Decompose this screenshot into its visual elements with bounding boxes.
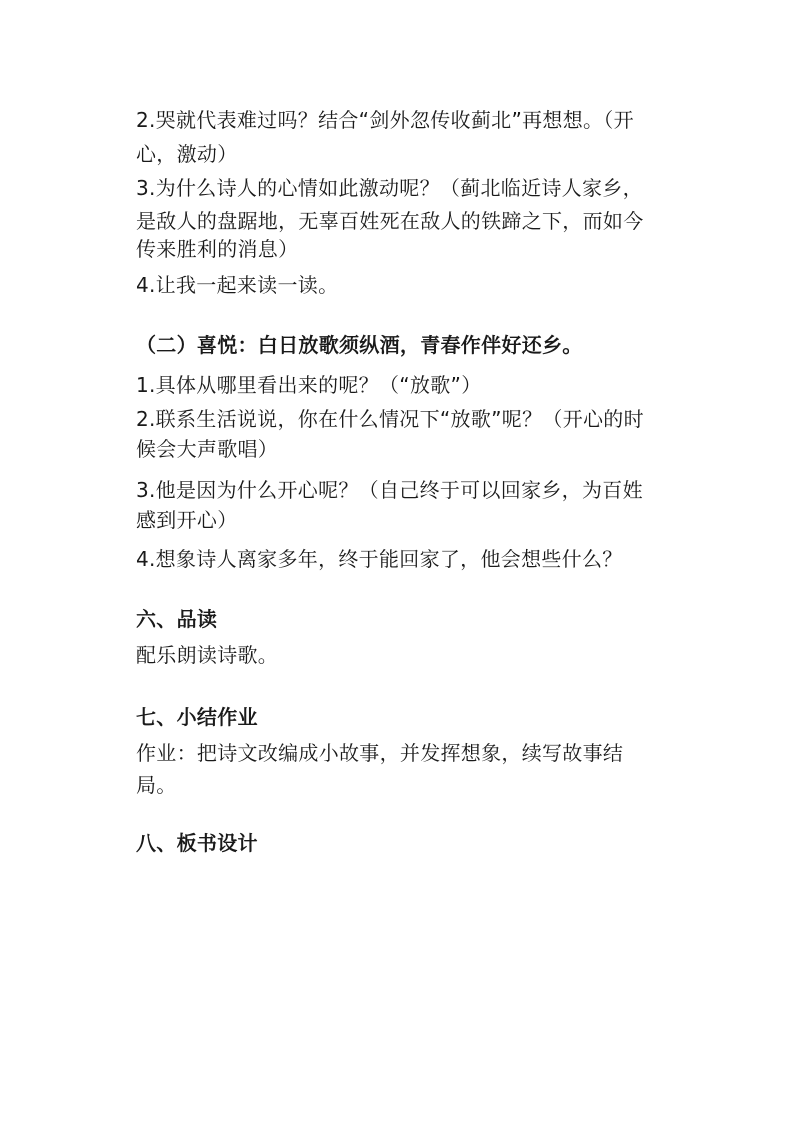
section-2-question-4: 4.想象诗人离家多年，终于能回家了，他会想些什么？ bbox=[136, 547, 623, 571]
question-3-line-1: 3.为什么诗人的心情如此激动呢？（蓟北临近诗人家乡， bbox=[136, 176, 643, 200]
section-6-heading: 六、品读 bbox=[136, 607, 218, 631]
section-2-question-2-line-1: 2.联系生活说说，你在什么情况下“放歌”呢？（开心的时 bbox=[136, 407, 644, 431]
section-2-question-3-line-1: 3.他是因为什么开心呢？（自己终于可以回家乡，为百姓 bbox=[136, 478, 643, 502]
section-7-body-line-2: 局。 bbox=[136, 773, 177, 797]
section-7-heading: 七、小结作业 bbox=[136, 705, 258, 729]
question-2-line-1: 2.哭就代表难过吗？结合“剑外忽传收蓟北”再想想。（开 bbox=[136, 108, 634, 132]
question-4-line: 4.让我一起来读一读。 bbox=[136, 273, 339, 297]
section-8-heading: 八、板书设计 bbox=[136, 831, 258, 855]
section-2-question-3-line-2: 感到开心） bbox=[136, 508, 238, 532]
question-2-line-2: 心，激动） bbox=[136, 142, 238, 166]
section-7-body-line-1: 作业：把诗文改编成小故事，并发挥想象，续写故事结 bbox=[136, 741, 624, 765]
section-2-question-1: 1.具体从哪里看出来的呢？（“放歌”） bbox=[136, 373, 482, 397]
question-3-line-3: 传来胜利的消息） bbox=[136, 237, 299, 261]
question-3-line-2: 是敌人的盘踞地，无辜百姓死在敌人的铁蹄之下，而如今 bbox=[136, 209, 644, 233]
section-2-heading: （二）喜悦：白日放歌须纵酒，青春作伴好还乡。 bbox=[136, 333, 583, 357]
section-6-body: 配乐朗读诗歌。 bbox=[136, 643, 279, 667]
section-2-question-2-line-2: 候会大声歌唱） bbox=[136, 437, 279, 461]
